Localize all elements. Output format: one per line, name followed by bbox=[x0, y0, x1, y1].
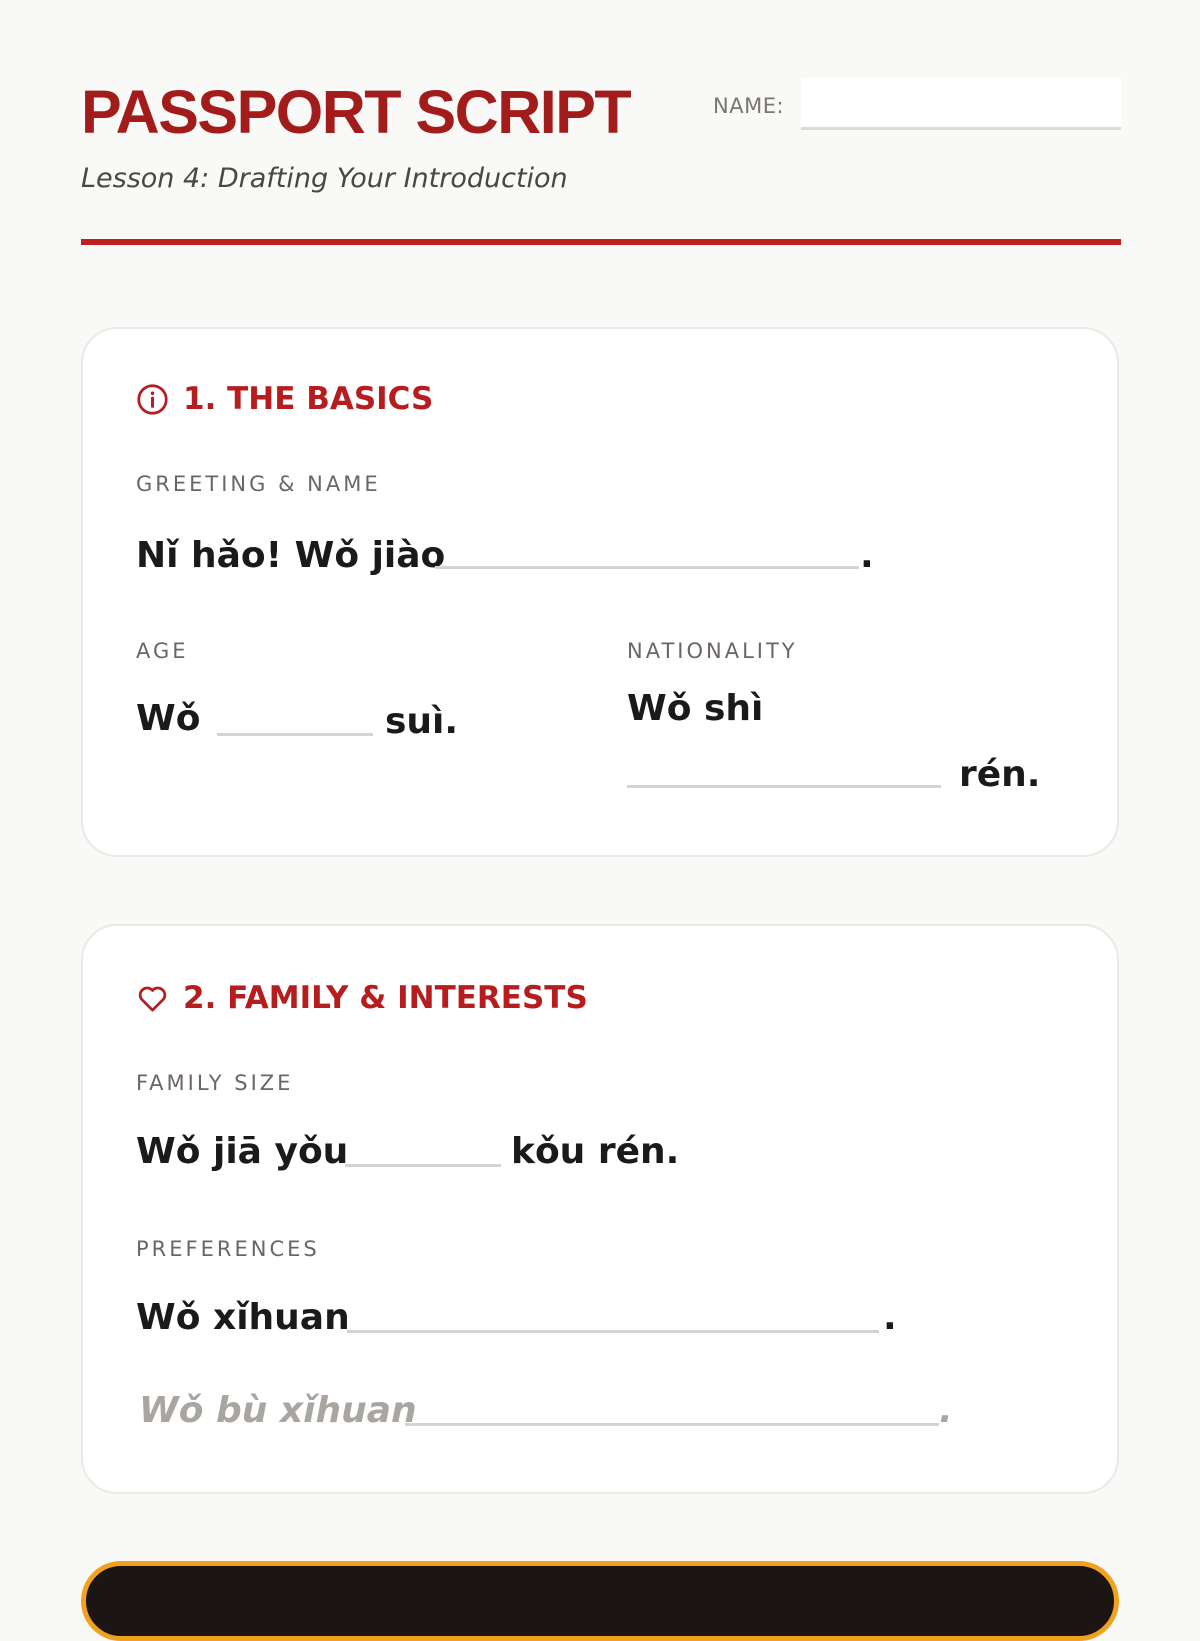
info-icon bbox=[136, 383, 169, 416]
dislike-blank[interactable] bbox=[405, 1423, 939, 1426]
age-blank[interactable] bbox=[217, 733, 373, 736]
greeting-label: GREETING & NAME bbox=[136, 472, 381, 496]
nationality-label: NATIONALITY bbox=[627, 639, 798, 663]
greeting-text: Nǐ hǎo! Wǒ jiào bbox=[136, 535, 446, 576]
family-size-label: FAMILY SIZE bbox=[136, 1071, 294, 1095]
heart-icon bbox=[136, 982, 169, 1015]
age-label: AGE bbox=[136, 639, 189, 663]
basics-title-text: 1. THE BASICS bbox=[183, 381, 434, 417]
family-section-title bbox=[136, 980, 588, 1016]
basics-section-title bbox=[136, 381, 433, 417]
like-period: . bbox=[883, 1297, 897, 1338]
page-subtitle: Lesson 4: Drafting Your Introduction bbox=[81, 163, 568, 194]
page-title: PASSPORT SCRIPT bbox=[81, 78, 631, 146]
family-size-prefix: Wǒ jiā yǒu bbox=[136, 1131, 349, 1172]
footer-panel bbox=[81, 1561, 1119, 1641]
preferences-label: PREFERENCES bbox=[136, 1237, 320, 1261]
worksheet-header bbox=[81, 78, 1121, 248]
family-size-blank[interactable] bbox=[345, 1164, 501, 1167]
age-suffix: suì. bbox=[385, 701, 459, 742]
nationality-prefix: Wǒ shì bbox=[627, 688, 764, 729]
like-prefix: Wǒ xǐhuan bbox=[136, 1297, 350, 1338]
dislike-prefix: Wǒ bù xǐhuan bbox=[139, 1390, 417, 1431]
nationality-suffix: rén. bbox=[959, 754, 1041, 795]
like-blank[interactable] bbox=[347, 1330, 879, 1333]
name-label: NAME: bbox=[713, 94, 785, 118]
age-prefix: Wǒ bbox=[136, 698, 201, 739]
family-card bbox=[81, 924, 1119, 1494]
name-field[interactable] bbox=[801, 78, 1121, 130]
family-title-text: 2. FAMILY & INTERESTS bbox=[183, 980, 588, 1016]
header-divider bbox=[81, 239, 1121, 245]
name-blank[interactable] bbox=[435, 566, 859, 569]
dislike-period: . bbox=[939, 1390, 953, 1431]
nationality-blank[interactable] bbox=[627, 785, 941, 788]
greeting-period: . bbox=[860, 535, 874, 576]
basics-card bbox=[81, 327, 1119, 857]
family-size-suffix: kǒu rén. bbox=[511, 1131, 680, 1172]
